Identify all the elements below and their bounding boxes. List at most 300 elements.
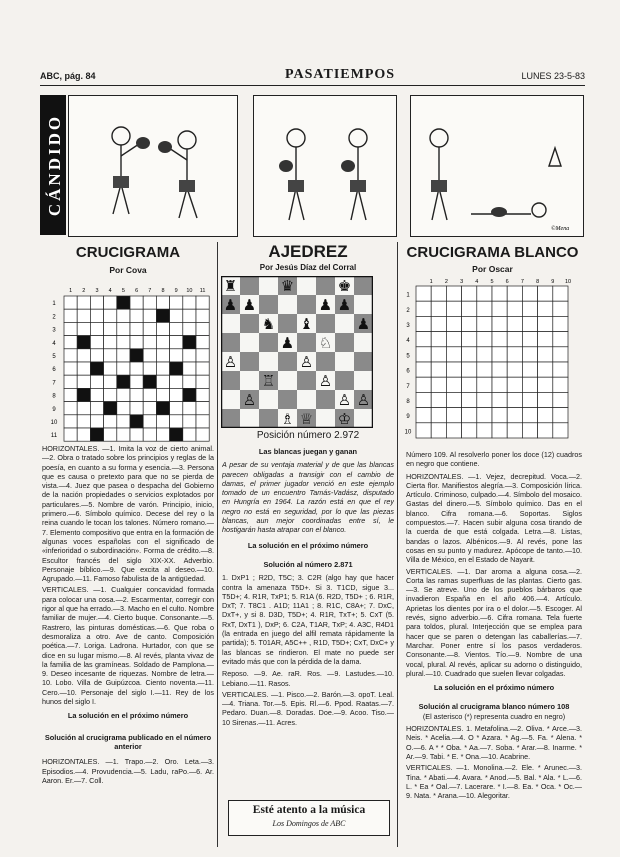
grid-cell[interactable] [183,309,196,322]
grid-cell[interactable] [196,296,209,309]
grid-cell[interactable] [196,388,209,401]
grid-cell[interactable] [64,388,77,401]
grid-cell[interactable] [90,296,103,309]
grid-cell[interactable] [522,408,537,423]
grid-cell[interactable] [507,377,522,392]
grid-cell[interactable] [77,388,90,401]
chess-piece[interactable]: ♝ [299,315,314,334]
grid-cell[interactable] [446,332,461,347]
chess-square[interactable] [278,371,297,390]
chess-square[interactable] [259,352,278,371]
chess-square[interactable] [278,352,297,371]
grid-row-number: 10 [50,420,58,427]
grid-cell[interactable] [130,296,143,309]
grid-cell[interactable] [492,347,507,362]
grid-cell[interactable] [183,428,196,441]
grid-cell[interactable] [77,402,90,415]
grid-cell[interactable] [104,336,117,349]
grid-cell[interactable] [143,375,156,388]
chess-square[interactable] [240,371,259,390]
grid-cell[interactable] [507,362,522,377]
grid-cell[interactable] [130,309,143,322]
chess-square[interactable] [297,333,316,352]
grid-cell[interactable] [156,375,169,388]
grid-cell[interactable] [117,428,130,441]
grid-cell[interactable] [170,349,183,362]
crucigrama-horizontales: HORIZONTALES. —1. Imita la voz de cierto animal.—2. Obra o tratado sobre los principios y reglas de la poesía, en cuanto a su forma y esencia.—3. Persona que es causa o pretexto para que no se pierda de vista.—4. Juez que pasea o despacha del Gobierno de la nación propiedades o servicios explotados por particulares.—5. Nombre de varón. Principio, inicio, primero.—6. Símbolo químico. Decese del rey o la reina cuando le tocan los talones. Número romano.—7. Elemento compositivo que entra en la formación de algunas voces españolas con el significado de «inferioridad o subordinación». Forma de crédito.—8. Escultor francés del siglo XIX-XX. Adverbio. Personaje bíblico.—9. Que excita al deseo.—10. Agrupado.—11. Famoso fabulista de la antigüedad. [42,444,214,584]
chess-piece[interactable]: ♟ [318,296,333,315]
chess-piece[interactable]: ♛ [280,277,295,296]
chess-square[interactable] [221,409,240,428]
chess-square[interactable] [259,333,278,352]
chess-square[interactable] [297,295,316,314]
chess-piece[interactable]: ♖ [261,372,276,391]
grid-cell[interactable] [183,296,196,309]
grid-cell[interactable] [143,428,156,441]
grid-cell[interactable] [522,301,537,316]
grid-cell[interactable] [156,415,169,428]
grid-cell[interactable] [170,388,183,401]
chess-piece[interactable]: ♟ [280,334,295,353]
grid-col-number: 6 [505,279,509,285]
chess-square[interactable] [259,295,278,314]
grid-cell[interactable] [130,415,143,428]
grid-cell[interactable] [446,408,461,423]
grid-cell[interactable] [77,309,90,322]
grid-cell[interactable] [90,362,103,375]
grid-cell[interactable] [462,301,477,316]
chess-piece[interactable]: ♞ [261,315,276,334]
grid-cell[interactable] [538,408,553,423]
grid-cell[interactable] [477,316,492,331]
grid-cell[interactable] [77,375,90,388]
grid-cell[interactable] [553,332,568,347]
grid-cell[interactable] [507,408,522,423]
grid-cell[interactable] [446,423,461,438]
grid-cell[interactable] [156,322,169,335]
grid-cell[interactable] [117,415,130,428]
grid-cell[interactable] [130,322,143,335]
grid-cell[interactable] [156,428,169,441]
grid-cell[interactable] [90,309,103,322]
grid-cell[interactable] [64,296,77,309]
grid-cell[interactable] [143,362,156,375]
grid-cell[interactable] [538,347,553,362]
grid-cell[interactable] [77,428,90,441]
chess-square[interactable] [354,276,373,295]
grid-cell[interactable] [156,309,169,322]
chess-piece[interactable]: ♟ [242,296,257,315]
grid-cell[interactable] [196,415,209,428]
grid-cell[interactable] [553,316,568,331]
chess-square[interactable] [354,409,373,428]
grid-cell[interactable] [431,377,446,392]
chess-square[interactable] [297,371,316,390]
grid-cell[interactable] [104,309,117,322]
grid-cell[interactable] [431,332,446,347]
grid-cell[interactable] [446,286,461,301]
chess-square[interactable] [316,352,335,371]
grid-cell[interactable] [104,296,117,309]
grid-cell[interactable] [431,362,446,377]
chess-square[interactable] [240,333,259,352]
chess-piece[interactable]: ♕ [299,410,314,428]
chess-square[interactable] [240,314,259,333]
grid-cell[interactable] [431,423,446,438]
grid-cell[interactable] [492,392,507,407]
grid-cell[interactable] [553,362,568,377]
chess-square[interactable] [221,333,240,352]
grid-cell[interactable] [553,301,568,316]
chess-piece[interactable]: ♙ [242,391,257,410]
crucigrama-title: CRUCIGRAMA [75,244,181,261]
grid-cell[interactable] [104,388,117,401]
chess-square[interactable] [221,371,240,390]
chess-square[interactable] [335,352,354,371]
grid-cell[interactable] [156,296,169,309]
grid-cell[interactable] [462,392,477,407]
chess-square[interactable] [297,276,316,295]
grid-cell[interactable] [170,415,183,428]
grid-cell[interactable] [462,332,477,347]
grid-cell[interactable] [117,362,130,375]
grid-cell[interactable] [143,296,156,309]
grid-cell[interactable] [477,408,492,423]
grid-cell[interactable] [522,286,537,301]
grid-cell[interactable] [196,322,209,335]
grid-cell[interactable] [104,375,117,388]
grid-cell[interactable] [117,336,130,349]
grid-cell[interactable] [170,322,183,335]
page-header [40,67,585,84]
grid-cell[interactable] [492,377,507,392]
chess-square[interactable] [278,390,297,409]
chess-square[interactable] [221,314,240,333]
chess-piece[interactable]: ♘ [318,334,333,353]
grid-cell[interactable] [130,362,143,375]
grid-cell[interactable] [553,392,568,407]
grid-cell[interactable] [462,377,477,392]
grid-cell[interactable] [143,402,156,415]
grid-cell[interactable] [64,375,77,388]
grid-cell[interactable] [538,377,553,392]
grid-cell[interactable] [507,347,522,362]
chess-square[interactable] [259,409,278,428]
grid-cell[interactable] [477,332,492,347]
grid-cell[interactable] [196,402,209,415]
grid-cell[interactable] [477,347,492,362]
strip-signature: ©Mena [551,226,570,232]
grid-cell[interactable] [104,415,117,428]
grid-cell[interactable] [553,423,568,438]
grid-cell[interactable] [553,286,568,301]
grid-cell[interactable] [64,309,77,322]
grid-cell[interactable] [522,392,537,407]
grid-cell[interactable] [538,332,553,347]
grid-cell[interactable] [492,408,507,423]
grid-cell[interactable] [477,301,492,316]
grid-cell[interactable] [553,408,568,423]
grid-cell[interactable] [446,362,461,377]
grid-cell[interactable] [416,392,431,407]
grid-cell[interactable] [77,322,90,335]
grid-cell[interactable] [538,362,553,377]
grid-col-number: 4 [108,288,112,294]
grid-cell[interactable] [143,322,156,335]
grid-cell[interactable] [431,286,446,301]
grid-cell[interactable] [170,402,183,415]
blanco-author: Por Oscar [472,264,513,274]
grid-cell[interactable] [538,286,553,301]
grid-cell[interactable] [143,349,156,362]
chess-square[interactable] [297,390,316,409]
chess-square[interactable] [354,371,373,390]
grid-cell[interactable] [90,428,103,441]
chess-piece[interactable]: ♔ [337,410,352,428]
grid-cell[interactable] [130,336,143,349]
grid-cell[interactable] [130,349,143,362]
chess-square[interactable] [259,390,278,409]
grid-cell[interactable] [462,362,477,377]
grid-cell[interactable] [196,362,209,375]
grid-cell[interactable] [90,375,103,388]
grid-cell[interactable] [492,286,507,301]
chess-square[interactable] [316,276,335,295]
grid-cell[interactable] [90,322,103,335]
grid-cell[interactable] [117,349,130,362]
grid-cell[interactable] [477,392,492,407]
grid-cell[interactable] [64,415,77,428]
grid-cell[interactable] [156,402,169,415]
grid-cell[interactable] [416,377,431,392]
grid-cell[interactable] [64,362,77,375]
grid-cell[interactable] [183,322,196,335]
grid-cell[interactable] [446,392,461,407]
grid-cell[interactable] [477,286,492,301]
chess-square[interactable] [221,390,240,409]
grid-cell[interactable] [492,332,507,347]
grid-cell[interactable] [143,388,156,401]
grid-cell[interactable] [183,362,196,375]
grid-cell[interactable] [507,286,522,301]
grid-cell[interactable] [507,332,522,347]
grid-cell[interactable] [117,402,130,415]
chess-square[interactable] [354,333,373,352]
grid-cell[interactable] [183,375,196,388]
grid-cell[interactable] [522,347,537,362]
grid-cell[interactable] [538,392,553,407]
grid-cell[interactable] [462,347,477,362]
grid-cell[interactable] [416,316,431,331]
grid-cell[interactable] [64,349,77,362]
grid-cell[interactable] [64,402,77,415]
grid-cell[interactable] [143,415,156,428]
grid-cell[interactable] [522,377,537,392]
grid-cell[interactable] [477,362,492,377]
grid-cell[interactable] [183,349,196,362]
grid-cell[interactable] [462,316,477,331]
grid-cell[interactable] [196,336,209,349]
grid-cell[interactable] [416,423,431,438]
chess-piece[interactable]: ♟ [223,296,238,315]
grid-cell[interactable] [77,362,90,375]
ajedrez-title: AJEDREZ [268,242,348,261]
grid-cell[interactable] [183,402,196,415]
grid-cell[interactable] [170,309,183,322]
grid-cell[interactable] [553,377,568,392]
grid-cell[interactable] [431,301,446,316]
grid-cell[interactable] [431,316,446,331]
grid-cell[interactable] [156,362,169,375]
chess-square[interactable] [259,276,278,295]
grid-cell[interactable] [117,388,130,401]
grid-cell[interactable] [117,322,130,335]
grid-cell[interactable] [522,316,537,331]
chess-square[interactable] [240,352,259,371]
grid-cell[interactable] [90,388,103,401]
grid-col-number: 3 [460,279,464,285]
grid-cell[interactable] [130,428,143,441]
grid-cell[interactable] [130,388,143,401]
chess-square[interactable] [354,352,373,371]
grid-cell[interactable] [104,322,117,335]
grid-cell[interactable] [446,316,461,331]
grid-cell[interactable] [77,415,90,428]
chess-piece[interactable]: ♜ [223,277,238,296]
grid-col-number: 3 [95,288,99,294]
grid-cell[interactable] [196,428,209,441]
grid-cell[interactable] [462,286,477,301]
grid-cell[interactable] [156,336,169,349]
grid-cell[interactable] [492,423,507,438]
grid-cell[interactable] [416,332,431,347]
chess-square[interactable] [335,314,354,333]
grid-cell[interactable] [156,349,169,362]
chess-piece[interactable]: ♚ [337,277,352,296]
grid-cell[interactable] [446,377,461,392]
grid-cell[interactable] [416,286,431,301]
grid-cell[interactable] [492,362,507,377]
chess-piece[interactable]: ♟ [356,315,371,334]
grid-cell[interactable] [104,362,117,375]
grid-cell[interactable] [90,349,103,362]
grid-cell[interactable] [64,322,77,335]
grid-cell[interactable] [507,392,522,407]
grid-cell[interactable] [522,423,537,438]
grid-cell[interactable] [64,428,77,441]
grid-row-number: 5 [52,354,56,361]
grid-cell[interactable] [143,309,156,322]
chess-square[interactable] [316,409,335,428]
grid-cell[interactable] [431,392,446,407]
grid-cell[interactable] [416,301,431,316]
grid-cell[interactable] [416,362,431,377]
grid-cell[interactable] [117,296,130,309]
chess-piece[interactable]: ♗ [280,410,295,428]
grid-cell[interactable] [431,347,446,362]
grid-cell[interactable] [183,415,196,428]
grid-cell[interactable] [170,296,183,309]
grid-cell[interactable] [156,388,169,401]
grid-cell[interactable] [64,336,77,349]
comic-panel-3 [410,95,584,237]
grid-cell[interactable] [416,347,431,362]
grid-cell[interactable] [416,408,431,423]
grid-cell[interactable] [104,349,117,362]
chess-piece[interactable]: ♙ [223,353,238,372]
grid-cell[interactable] [90,336,103,349]
grid-cell[interactable] [77,349,90,362]
grid-cell[interactable] [104,402,117,415]
chess-square[interactable] [335,333,354,352]
grid-cell[interactable] [170,336,183,349]
grid-cell[interactable] [462,423,477,438]
grid-cell[interactable] [522,362,537,377]
grid-cell[interactable] [77,336,90,349]
grid-cell[interactable] [431,408,446,423]
chess-square[interactable] [240,276,259,295]
grid-cell[interactable] [507,301,522,316]
chess-square[interactable] [354,295,373,314]
grid-cell[interactable] [522,332,537,347]
grid-cell[interactable] [130,375,143,388]
grid-cell[interactable] [170,375,183,388]
chess-square[interactable] [316,314,335,333]
grid-cell[interactable] [90,402,103,415]
grid-cell[interactable] [538,301,553,316]
grid-cell[interactable] [183,336,196,349]
grid-cell[interactable] [553,347,568,362]
chess-piece[interactable]: ♙ [299,353,314,372]
chess-square[interactable] [335,371,354,390]
chess-square[interactable] [278,314,297,333]
chess-square[interactable] [240,409,259,428]
grid-cell[interactable] [446,301,461,316]
chess-piece[interactable]: ♙ [337,391,352,410]
chess-piece[interactable]: ♙ [318,372,333,391]
grid-cell[interactable] [170,362,183,375]
chess-square[interactable] [316,390,335,409]
chess-piece[interactable]: ♟ [337,296,352,315]
grid-cell[interactable] [477,377,492,392]
grid-cell[interactable] [117,309,130,322]
grid-cell[interactable] [117,375,130,388]
grid-cell[interactable] [446,347,461,362]
grid-cell[interactable] [196,309,209,322]
grid-cell[interactable] [507,316,522,331]
grid-cell[interactable] [183,388,196,401]
grid-cell[interactable] [538,423,553,438]
grid-cell[interactable] [492,301,507,316]
grid-row-number: 8 [406,399,410,406]
grid-cell[interactable] [90,415,103,428]
grid-cell[interactable] [477,423,492,438]
grid-cell[interactable] [143,336,156,349]
grid-cell[interactable] [196,349,209,362]
chess-piece[interactable]: ♙ [356,391,371,410]
chess-square[interactable] [278,295,297,314]
grid-cell[interactable] [77,296,90,309]
grid-cell[interactable] [130,402,143,415]
grid-cell[interactable] [507,423,522,438]
grid-row-number: 6 [406,368,410,375]
grid-cell[interactable] [104,428,117,441]
grid-cell[interactable] [170,428,183,441]
grid-cell[interactable] [538,316,553,331]
grid-cell[interactable] [492,316,507,331]
grid-cell[interactable] [196,375,209,388]
grid-cell[interactable] [462,408,477,423]
